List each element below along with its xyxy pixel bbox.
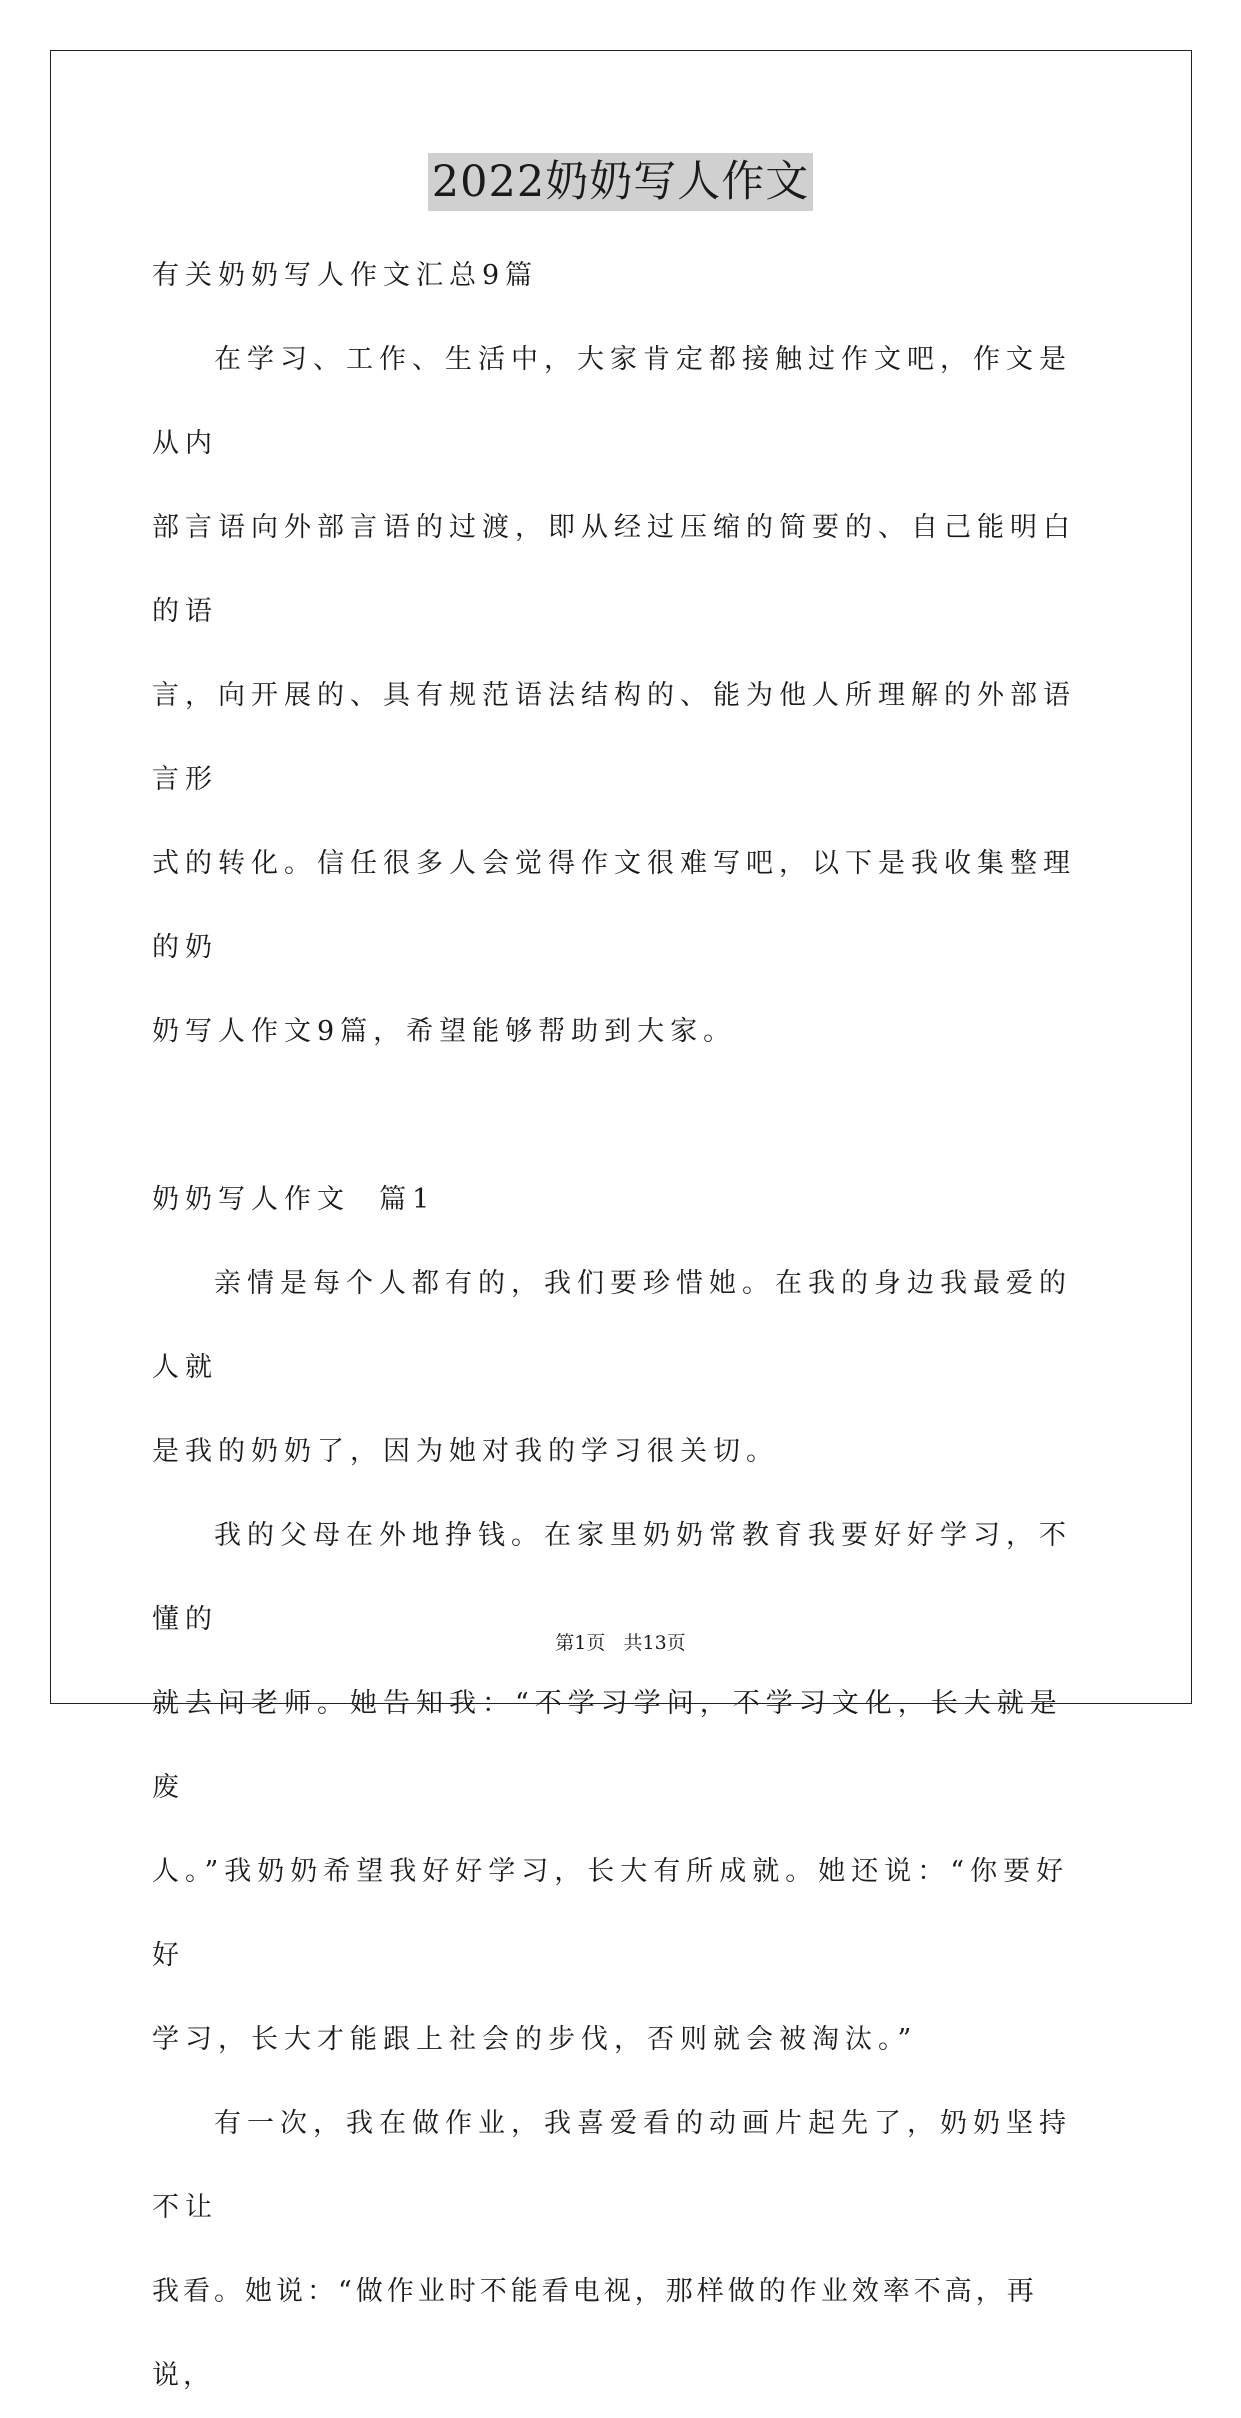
document-title: 2022奶奶写人作文 — [428, 153, 813, 211]
body-line: 有一次，我在做作业，我喜爱看的动画片起先了，奶奶坚持不让 — [152, 2108, 1072, 2223]
page-number: 第1页 共13页 — [555, 1632, 686, 1654]
document-body — [152, 234, 1092, 2418]
title-container — [0, 153, 1241, 211]
body-line: 亲情是每个人都有的，我们要珍惜她。在我的身边我最爱的人就 — [152, 1268, 1072, 1383]
intro-line: 式的转化。信任很多人会觉得作文很难写吧，以下是我收集整理的奶 — [152, 848, 1076, 963]
body-line: 就去问老师。她告知我：“不学习学问，不学习文化，长大就是废 — [152, 1688, 1063, 1803]
body-line: 人。”我奶奶希望我好好学习，长大有所成就。她还说：“你要好好 — [152, 1856, 1070, 1971]
body-line: 学习，长大才能跟上社会的步伐，否则就会被淘汰。” — [152, 2024, 918, 2055]
intro-line: 奶写人作文9篇，希望能够帮助到大家。 — [152, 1016, 737, 1047]
section-heading: 奶奶写人作文 篇1 — [152, 1184, 436, 1215]
section-gap — [152, 1074, 1092, 1158]
page-footer — [0, 1631, 1241, 1655]
body-line: 是我的奶奶了，因为她对我的学习很关切。 — [152, 1436, 779, 1467]
intro-line: 言，向开展的、具有规范语法结构的、能为他人所理解的外部语言形 — [152, 680, 1076, 795]
body-line: 我的父母在外地挣钱。在家里奶奶常教育我要好好学习，不懂的 — [152, 1520, 1072, 1635]
subtitle: 有关奶奶写人作文汇总9篇 — [152, 260, 539, 291]
intro-line: 部言语向外部言语的过渡，即从经过压缩的简要的、自己能明白的语 — [152, 512, 1076, 627]
intro-line: 在学习、工作、生活中，大家肯定都接触过作文吧，作文是从内 — [152, 344, 1072, 459]
body-line: 我看。她说：“做作业时不能看电视，那样做的作业效率不高，再说， — [152, 2276, 1038, 2391]
